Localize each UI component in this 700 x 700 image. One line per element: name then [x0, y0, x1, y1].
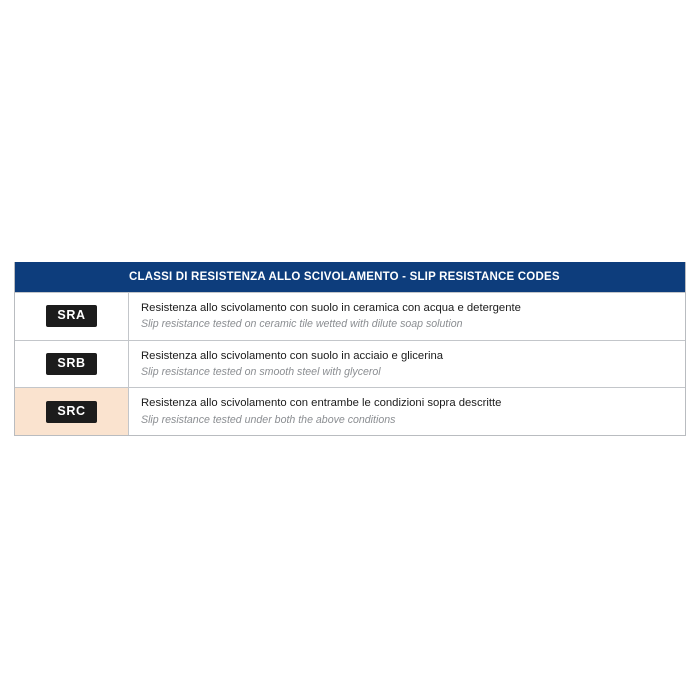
status-badge: SRB	[46, 353, 96, 375]
slip-resistance-table	[14, 262, 686, 436]
description-italian: Resistenza allo scivolamento con suolo in acciaio e glicerina	[141, 349, 444, 362]
description-english: Slip resistance tested on ceramic tile wetted with dilute soap solution	[141, 318, 463, 331]
header-code-column-spacer	[15, 262, 129, 292]
description-cell-src	[129, 388, 685, 435]
description-italian: Resistenza allo scivolamento con suolo in ceramica con acqua e detergente	[141, 302, 521, 314]
code-cell-srb	[15, 341, 129, 388]
description-cell-sra	[129, 293, 685, 340]
description-italian: Resistenza allo scivolamento con entrambe le condizioni sopra descritte	[141, 397, 502, 410]
table-header-bar	[15, 262, 685, 292]
table-row	[15, 340, 685, 388]
description-english: Slip resistance tested under both the above conditions	[141, 413, 396, 426]
description-cell-srb	[129, 341, 685, 388]
table-row	[15, 292, 685, 340]
code-cell-src	[15, 388, 129, 435]
table-row	[15, 387, 685, 435]
status-badge: SRC	[46, 401, 96, 423]
status-badge: SRA	[46, 305, 96, 327]
description-english: Slip resistance tested on smooth steel with glycerol	[141, 366, 381, 379]
table-header-title: CLASSI DI RESISTENZA ALLO SCIVOLAMENTO - SLIP RESISTANCE CODES	[129, 271, 560, 283]
code-cell-sra	[15, 293, 129, 340]
